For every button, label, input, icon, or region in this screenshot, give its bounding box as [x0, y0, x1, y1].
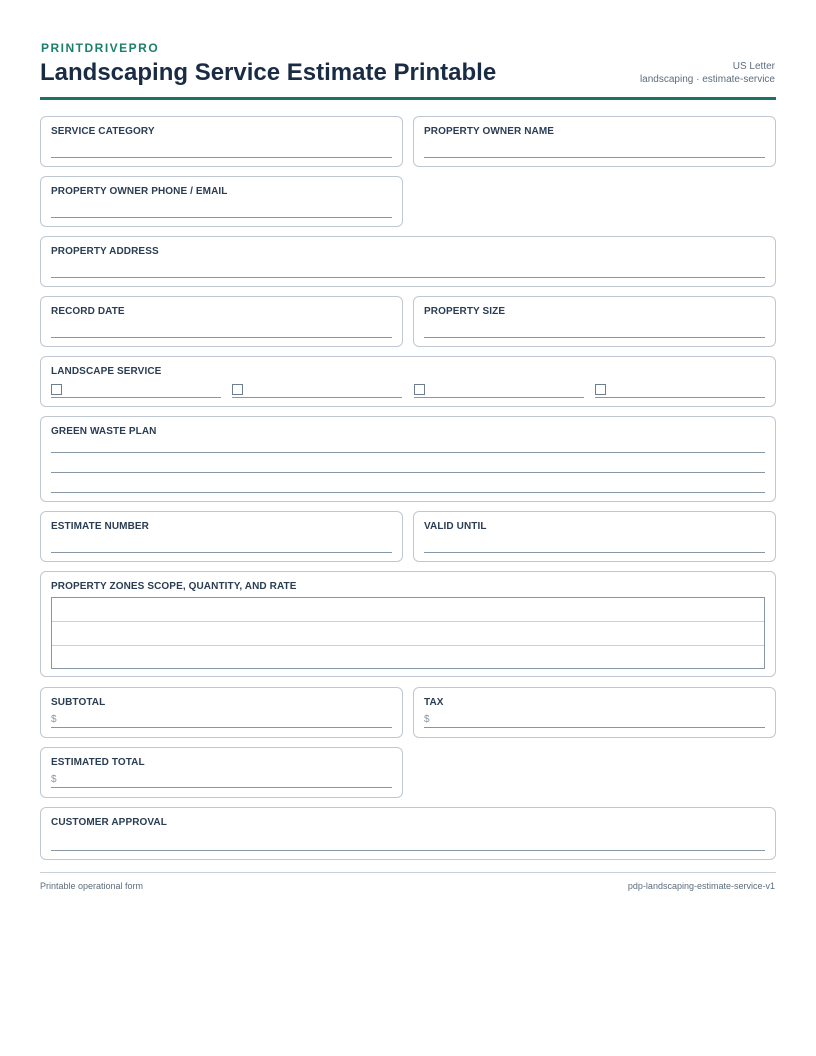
- record-date-label: RECORD DATE: [51, 306, 125, 317]
- checkbox-icon[interactable]: [232, 384, 243, 395]
- footer-divider: [40, 872, 776, 873]
- property-zones-label: PROPERTY ZONES SCOPE, QUANTITY, AND RATE: [51, 581, 297, 592]
- landscape-service-option-1[interactable]: [51, 384, 221, 398]
- estimate-number-line: [51, 552, 392, 553]
- service-category-line: [51, 157, 392, 158]
- subtotal-field[interactable]: [40, 687, 403, 738]
- paper-size: US Letter: [732, 61, 775, 72]
- table-row-divider: [52, 645, 764, 646]
- property-owner-name-label: PROPERTY OWNER NAME: [424, 126, 555, 137]
- property-address-label: PROPERTY ADDRESS: [51, 246, 159, 257]
- green-waste-plan-line-1: [51, 452, 765, 453]
- document-tags: landscaping · estimate-service: [639, 74, 775, 85]
- property-size-field[interactable]: [413, 296, 776, 347]
- document-meta: [640, 60, 775, 86]
- customer-approval-field[interactable]: [40, 807, 776, 860]
- form-identifier: pdp-landscaping-estimate-service-v1: [627, 881, 775, 891]
- green-waste-plan-line-3: [51, 492, 765, 493]
- estimate-number-label: ESTIMATE NUMBER: [51, 521, 149, 532]
- checkbox-icon[interactable]: [595, 384, 606, 395]
- landscape-service-option-3[interactable]: [414, 384, 584, 398]
- tax-line: [424, 727, 765, 728]
- currency-symbol: $: [51, 774, 57, 785]
- property-owner-contact-field[interactable]: [40, 176, 403, 227]
- option-line: [232, 397, 402, 398]
- property-owner-contact-line: [51, 217, 392, 218]
- valid-until-label: VALID UNTIL: [424, 521, 487, 532]
- property-size-label: PROPERTY SIZE: [424, 306, 506, 317]
- landscape-service-option-2[interactable]: [232, 384, 402, 398]
- record-date-line: [51, 337, 392, 338]
- option-line: [414, 397, 584, 398]
- property-address-field[interactable]: [40, 236, 776, 287]
- green-waste-plan-line-2: [51, 472, 765, 473]
- estimated-total-line: [51, 787, 392, 788]
- page-title: Landscaping Service Estimate Printable: [40, 59, 497, 86]
- subtotal-label: SUBTOTAL: [51, 697, 106, 708]
- customer-approval-line: [51, 850, 765, 851]
- subtotal-line: [51, 727, 392, 728]
- tax-label: TAX: [424, 697, 444, 708]
- landscape-service-option-4[interactable]: [595, 384, 765, 398]
- currency-symbol: $: [51, 714, 57, 725]
- header-divider: [40, 97, 776, 100]
- checkbox-icon[interactable]: [414, 384, 425, 395]
- estimated-total-label: ESTIMATED TOTAL: [51, 757, 145, 768]
- tax-field[interactable]: [413, 687, 776, 738]
- checkbox-icon[interactable]: [51, 384, 62, 395]
- green-waste-plan-label: GREEN WASTE PLAN: [51, 426, 157, 437]
- record-date-field[interactable]: [40, 296, 403, 347]
- service-category-field[interactable]: [40, 116, 403, 167]
- property-zones-field: [40, 571, 776, 677]
- valid-until-line: [424, 552, 765, 553]
- property-size-line: [424, 337, 765, 338]
- option-line: [595, 397, 765, 398]
- green-waste-plan-field[interactable]: [40, 416, 776, 502]
- landscape-service-field: [40, 356, 776, 407]
- option-line: [51, 397, 221, 398]
- property-owner-name-line: [424, 157, 765, 158]
- customer-approval-label: CUSTOMER APPROVAL: [51, 817, 167, 828]
- property-address-line: [51, 277, 765, 278]
- estimate-number-field[interactable]: [40, 511, 403, 562]
- landscape-service-label: LANDSCAPE SERVICE: [51, 366, 162, 377]
- valid-until-field[interactable]: [413, 511, 776, 562]
- service-category-label: SERVICE CATEGORY: [51, 126, 155, 137]
- footer-description: Printable operational form: [40, 881, 144, 891]
- property-owner-name-field[interactable]: [413, 116, 776, 167]
- estimated-total-field[interactable]: [40, 747, 403, 798]
- property-owner-contact-label: PROPERTY OWNER PHONE / EMAIL: [51, 186, 228, 197]
- table-row-divider: [52, 621, 764, 622]
- property-zones-table[interactable]: [51, 597, 765, 669]
- currency-symbol: $: [424, 714, 430, 725]
- brand-name: PRINTDRIVEPRO: [41, 41, 160, 55]
